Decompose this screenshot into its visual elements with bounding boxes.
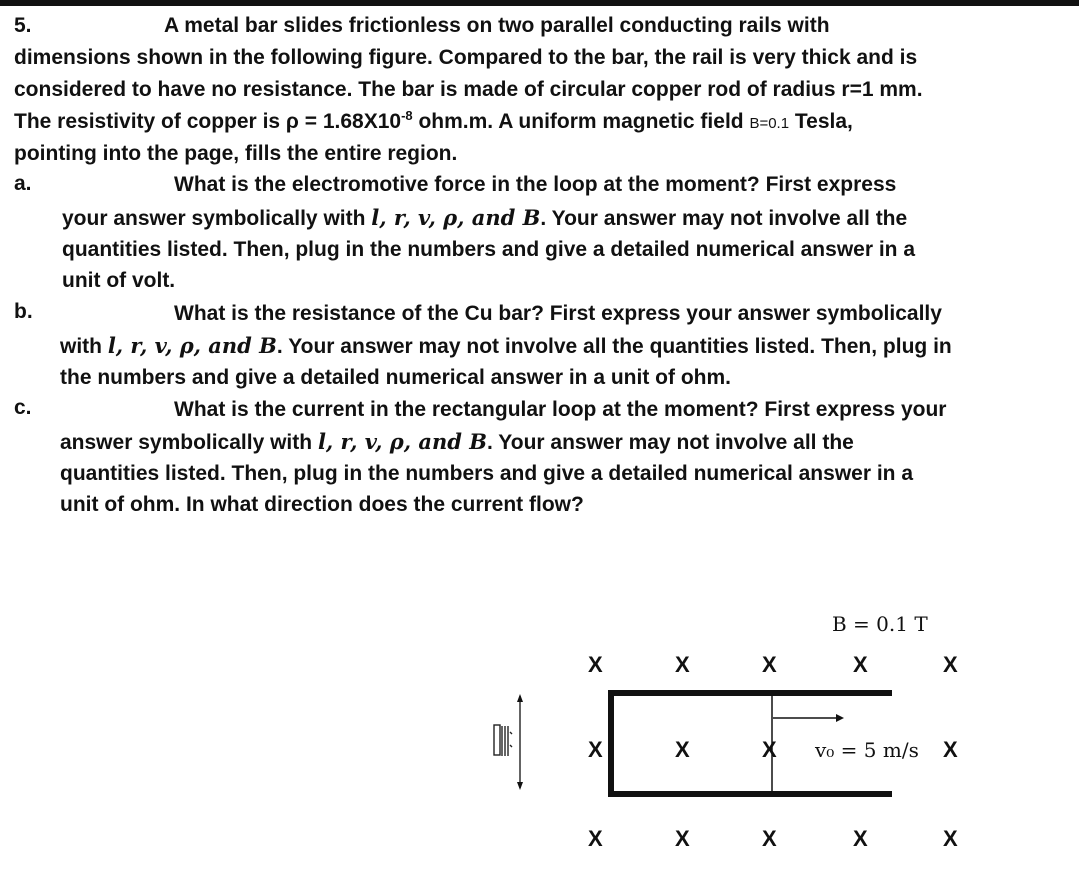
velocity-label: v₀ = 5 m/s [815, 738, 919, 762]
intro-line-2: dimensions shown in the following figure. Compared to the bar, the rail is very thick and is [14, 46, 918, 69]
top-rule [0, 0, 1079, 6]
field-x-mark: X [762, 652, 777, 677]
part-c-line-2-tail: . Your answer may not involve all the [487, 431, 854, 454]
part-a-label: a. [14, 172, 32, 195]
field-x-mark: X [943, 826, 958, 851]
field-x-mark: X [588, 652, 603, 677]
part-c-symbols: l, r, v, ρ, and B [317, 429, 488, 454]
resistivity-tail: ohm.m. A uniform magnetic field [412, 110, 750, 133]
part-a-symbols: l, r, v, ρ, and B [371, 205, 541, 230]
part-c-label: c. [14, 396, 32, 419]
field-tail: Tesla, [789, 110, 853, 133]
resistivity-text: The resistivity of copper is ρ = 1.68X10 [14, 110, 402, 133]
field-value-handwritten: B=0.1 [749, 115, 790, 132]
field-x-mark: X [853, 652, 868, 677]
field-x-mark: X [943, 652, 958, 677]
dimension-arrow-top [517, 694, 523, 702]
intro-line-1: A metal bar slides frictionless on two parallel conducting rails with [164, 14, 830, 37]
rail-diagram [0, 600, 1079, 881]
part-a-line-2-text: your answer symbolically with [62, 207, 372, 230]
velocity-arrowhead [836, 714, 844, 722]
intro-line-3: considered to have no resistance. The bar is made of circular copper rod of radius r=1 mm. [14, 78, 923, 101]
field-x-mark: X [853, 826, 868, 851]
intro-line-5: pointing into the page, fills the entire region. [14, 142, 458, 165]
part-b-line-2-tail: . Your answer may not involve all the quantities listed. Then, plug in [276, 335, 952, 358]
part-a-line-1: What is the electromotive force in the loop at the moment? First express [174, 173, 897, 196]
part-b-line-1: What is the resistance of the Cu bar? First express your answer symbolically [174, 302, 942, 325]
part-a-line-2 [62, 205, 907, 232]
part-c-line-2-text: answer symbolically with [60, 431, 318, 454]
part-a-line-4: unit of volt. [62, 269, 176, 292]
field-x-mark: X [943, 737, 958, 762]
rail-figure [0, 600, 1079, 881]
field-label: B = 0.1 T [832, 612, 928, 636]
dimension-arrow-bottom [517, 782, 523, 790]
field-x-mark: X [675, 652, 690, 677]
field-x-mark: X [675, 737, 690, 762]
part-c-line-3: quantities listed. Then, plug in the numbers and give a detailed numerical answer in a [60, 462, 914, 485]
part-b-line-3: the numbers and give a detailed numerical answer in a unit of ohm. [60, 366, 731, 389]
field-x-mark: X [762, 737, 777, 762]
field-x-mark: X [762, 826, 777, 851]
part-b-symbols: l, r, v, ρ, and B [107, 333, 277, 358]
rail-frame [611, 693, 892, 794]
intro-line-4 [14, 109, 853, 137]
field-x-mark: X [588, 737, 603, 762]
part-b-label: b. [14, 300, 33, 323]
field-x-mark: X [588, 826, 603, 851]
scribbled-dimension-label [494, 725, 512, 756]
field-x-mark: X [675, 826, 690, 851]
resistivity-exponent: -8 [401, 108, 413, 123]
part-a-line-3: quantities listed. Then, plug in the numbers and give a detailed numerical answer in a [62, 238, 916, 261]
part-b-line-2 [60, 333, 952, 360]
part-c-line-1: What is the current in the rectangular loop at the moment? First express your [174, 398, 947, 421]
part-c-line-2 [60, 429, 854, 456]
part-a-line-2-tail: . Your answer may not involve all the [540, 207, 908, 230]
problem-number: 5. [14, 14, 32, 37]
part-b-line-2-text: with [60, 335, 108, 358]
part-c-line-4: unit of ohm. In what direction does the current flow? [60, 493, 584, 516]
